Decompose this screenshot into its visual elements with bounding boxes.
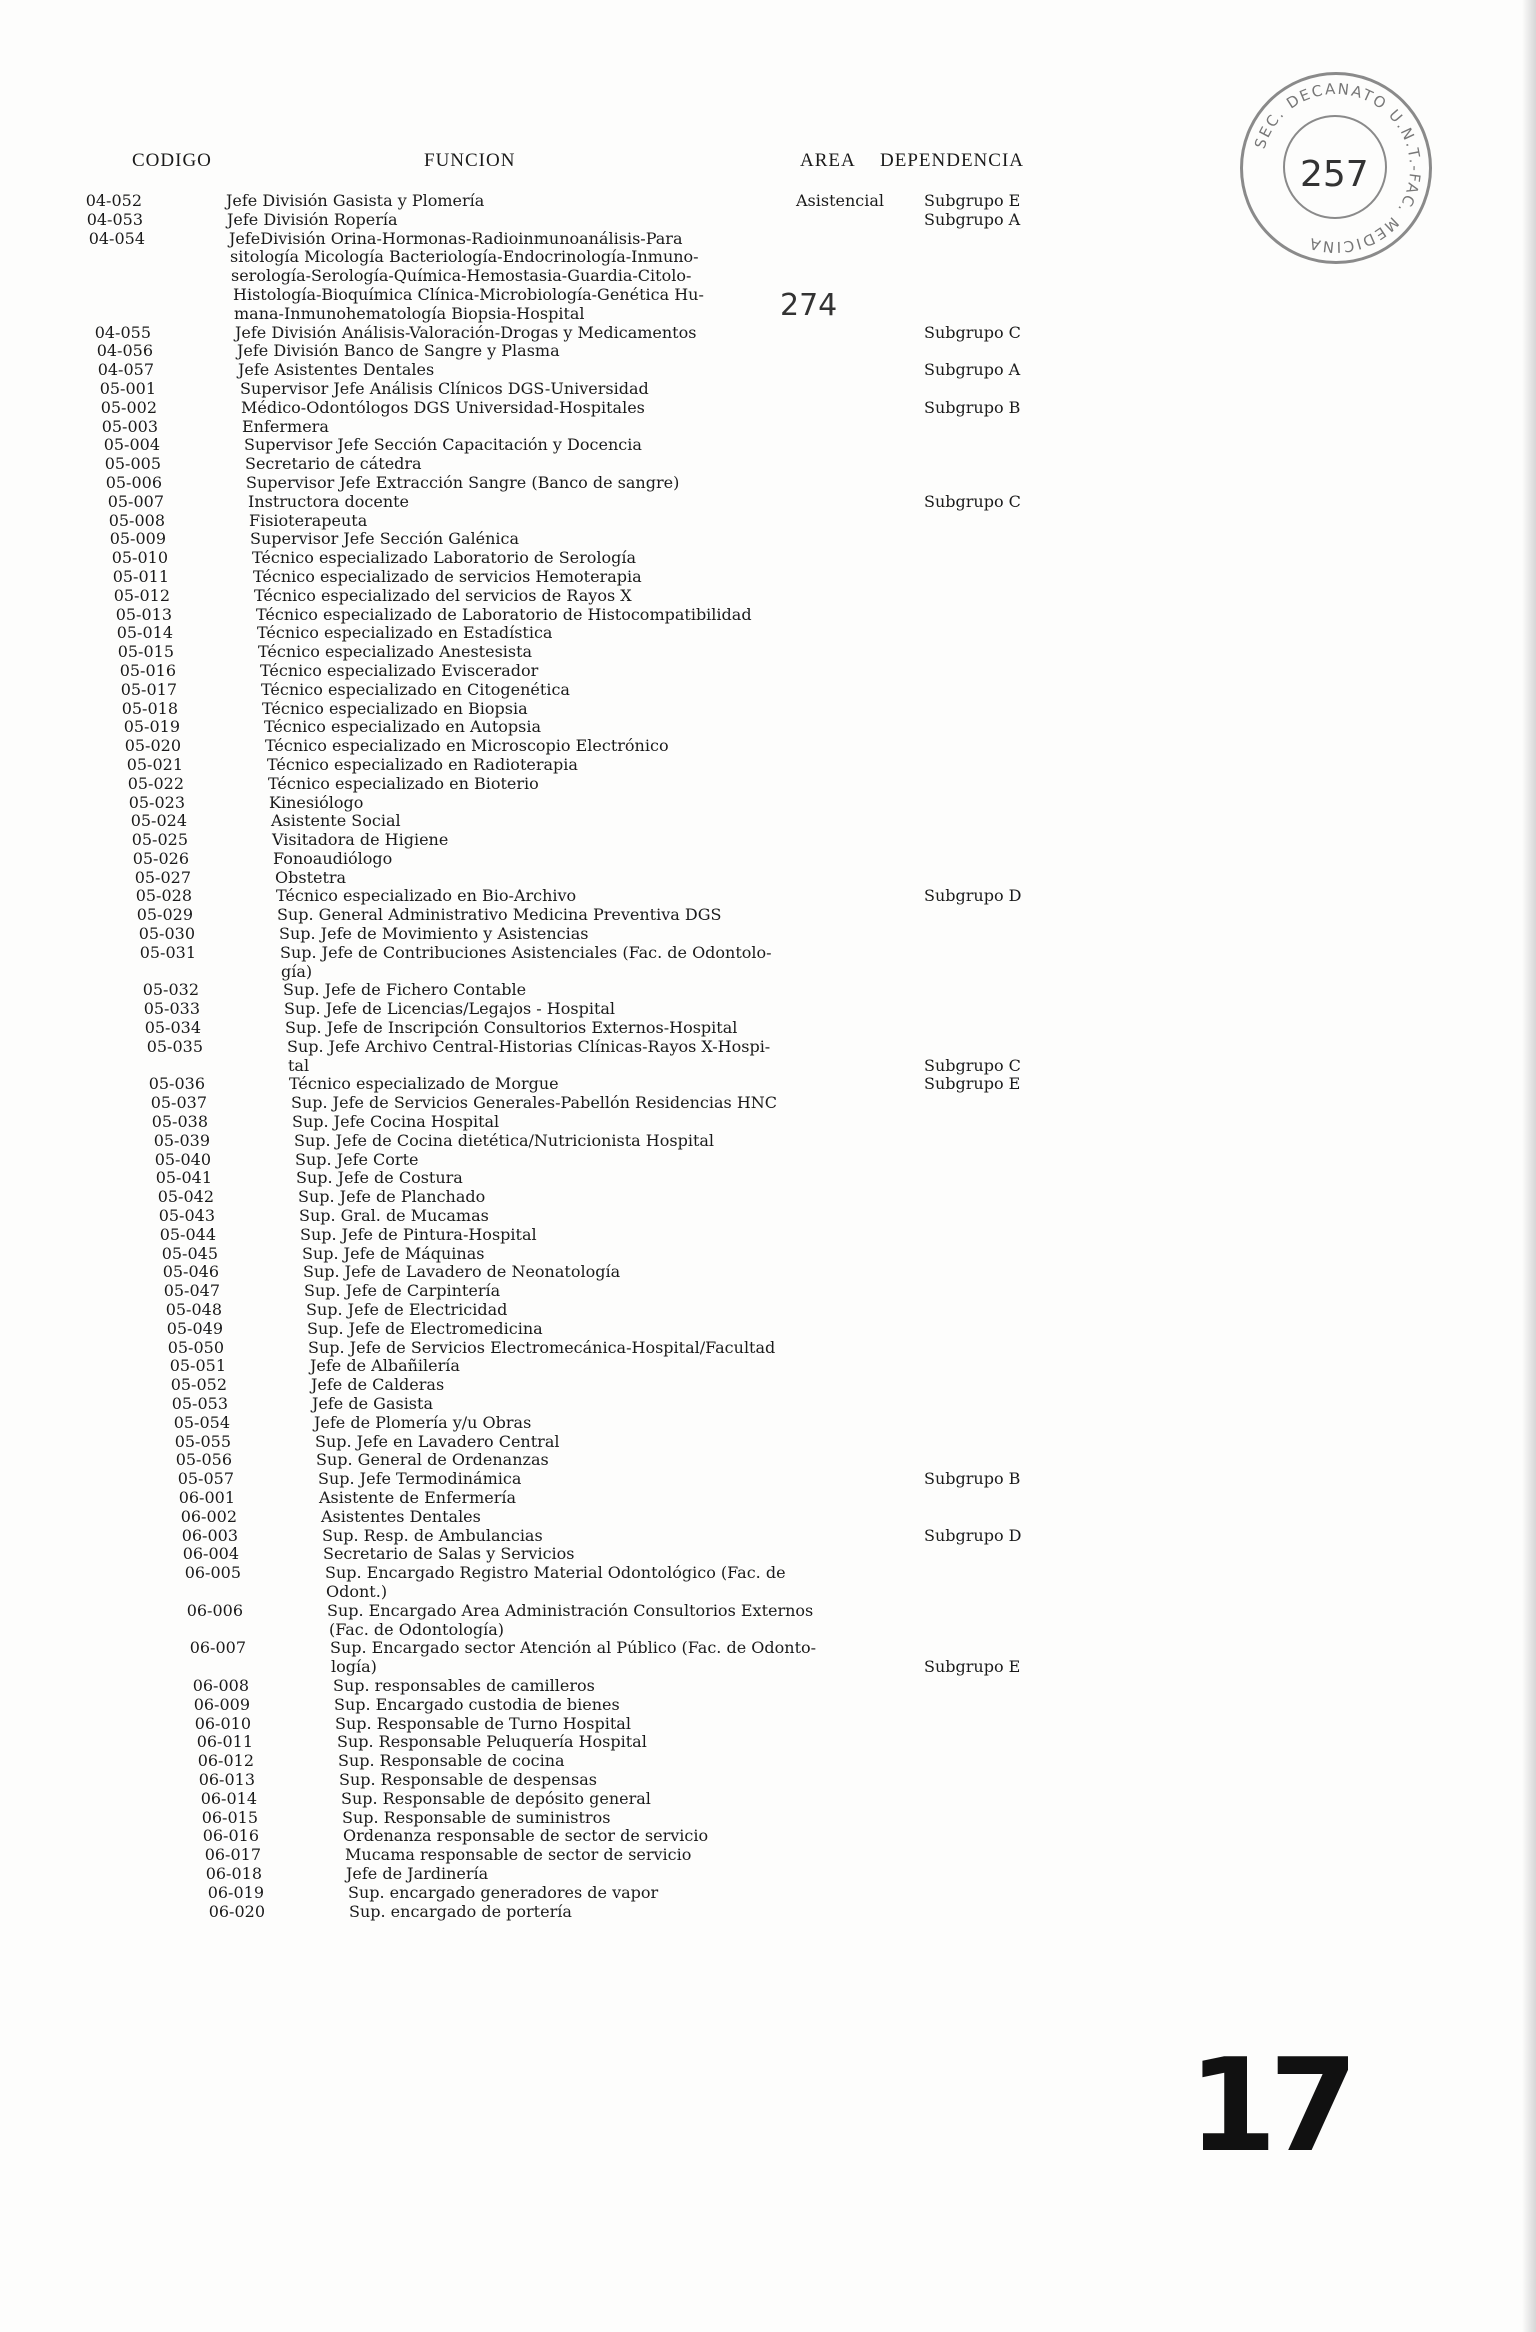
row-code: 05-007 bbox=[107, 491, 164, 511]
row-function: (Fac. de Odontología) bbox=[329, 1619, 504, 1639]
row-function: Técnico especializado de servicios Hemoterapia bbox=[253, 566, 642, 586]
row-function: Jefe de Gasista bbox=[312, 1394, 433, 1413]
row-function: Jefe de Albañilería bbox=[310, 1356, 460, 1376]
row-code: 06-015 bbox=[201, 1807, 258, 1827]
row-function: Sup. Jefe en Lavadero Central bbox=[315, 1431, 560, 1451]
row-function: Sup. General de Ordenanzas bbox=[316, 1450, 549, 1470]
table-row bbox=[0, 493, 1100, 512]
table-row bbox=[0, 624, 1100, 643]
row-function: Sup. Jefe de Movimiento y Asistencias bbox=[279, 924, 589, 944]
row-function: Secretario de Salas y Servicios bbox=[323, 1544, 575, 1564]
table-row bbox=[0, 361, 1100, 380]
row-code: 06-012 bbox=[197, 1751, 254, 1771]
table-row bbox=[0, 1865, 1100, 1884]
row-code: 05-018 bbox=[121, 698, 178, 718]
row-code: 05-051 bbox=[169, 1356, 226, 1376]
row-function: Sup. Responsable de cocina bbox=[338, 1751, 565, 1771]
row-code: 05-055 bbox=[174, 1431, 231, 1451]
row-code: 05-030 bbox=[138, 924, 195, 944]
table-row bbox=[0, 1602, 1100, 1621]
table-row bbox=[0, 1790, 1100, 1809]
table-row bbox=[0, 1433, 1100, 1452]
row-code: 05-037 bbox=[150, 1093, 207, 1113]
row-code: 05-043 bbox=[158, 1206, 215, 1226]
row-function: Sup. Jefe de Costura bbox=[296, 1168, 463, 1188]
table-row bbox=[0, 248, 1100, 267]
table-row bbox=[0, 267, 1100, 286]
table-row bbox=[0, 643, 1100, 662]
table-row bbox=[0, 1132, 1100, 1151]
header-funcion: FUNCION bbox=[424, 150, 516, 171]
row-function: Jefe de Calderas bbox=[311, 1375, 445, 1395]
row-code: 05-031 bbox=[139, 942, 196, 962]
row-code: 05-004 bbox=[103, 435, 160, 455]
function-table bbox=[0, 192, 1100, 1921]
row-code: 05-040 bbox=[154, 1149, 211, 1169]
table-row bbox=[0, 1263, 1100, 1282]
row-function: JefeDivisión Orina-Hormonas-Radioinmunoanálisis-Para bbox=[229, 228, 683, 248]
table-row bbox=[0, 1357, 1100, 1376]
row-function: Técnico especializado Eviscerador bbox=[260, 660, 539, 680]
row-function: Sup. Jefe Corte bbox=[295, 1149, 419, 1169]
row-function: Sup. Jefe de Cocina dietética/Nutricionista Hospital bbox=[294, 1130, 715, 1150]
row-code: 05-021 bbox=[126, 754, 183, 774]
row-function: tal bbox=[288, 1055, 310, 1075]
table-row bbox=[0, 1094, 1100, 1113]
table-row bbox=[0, 606, 1100, 625]
row-function: Sup. Jefe de Electricidad bbox=[306, 1300, 508, 1320]
table-row bbox=[0, 455, 1100, 474]
table-row bbox=[0, 1057, 1100, 1076]
table-row bbox=[0, 775, 1100, 794]
row-function: Asistentes Dentales bbox=[321, 1506, 481, 1526]
table-row bbox=[0, 1677, 1100, 1696]
row-code: 06-001 bbox=[178, 1487, 235, 1507]
row-function: Sup. Jefe Termodinámica bbox=[318, 1469, 522, 1489]
row-dependencia: Subgrupo D bbox=[924, 1525, 1022, 1545]
row-function: Sup. Jefe de Contribuciones Asistenciales (Fac. de Odontolo- bbox=[280, 942, 772, 962]
table-row bbox=[0, 399, 1100, 418]
row-function: Sup. Jefe de Lavadero de Neonatología bbox=[303, 1262, 621, 1282]
table-row bbox=[0, 587, 1100, 606]
row-function: Sup. Jefe Archivo Central-Historias Clínicas-Rayos X-Hospi- bbox=[287, 1036, 771, 1056]
row-code: 05-053 bbox=[171, 1394, 228, 1413]
row-function: Médico-Odontólogos DGS Universidad-Hospitales bbox=[241, 397, 645, 417]
table-row bbox=[0, 1846, 1100, 1865]
table-row bbox=[0, 981, 1100, 1000]
row-function: Jefe de Plomería y/u Obras bbox=[314, 1412, 532, 1432]
row-code: 05-005 bbox=[104, 454, 161, 474]
row-function: Fonoaudiólogo bbox=[273, 848, 393, 868]
row-function: Técnico especializado en Radioterapia bbox=[267, 754, 578, 774]
row-code: 05-044 bbox=[159, 1224, 216, 1244]
table-row bbox=[0, 963, 1100, 982]
table-row bbox=[0, 530, 1100, 549]
table-row bbox=[0, 1809, 1100, 1828]
row-code: 05-033 bbox=[143, 999, 200, 1019]
page-edge-shadow bbox=[1522, 0, 1536, 2332]
row-function: Jefe División Análisis-Valoración-Drogas y Medicamentos bbox=[235, 322, 697, 342]
row-function: logía) bbox=[331, 1657, 377, 1677]
row-function: Jefe División Gasista y Plomería bbox=[226, 191, 485, 210]
table-row bbox=[0, 1245, 1100, 1264]
row-function: Sup. Encargado custodia de bienes bbox=[334, 1694, 620, 1714]
row-code: 06-017 bbox=[204, 1845, 261, 1865]
row-function: Ordenanza responsable de sector de servicio bbox=[343, 1826, 709, 1846]
row-function: Sup. Responsable de despensas bbox=[339, 1769, 597, 1789]
row-code: 05-001 bbox=[99, 378, 156, 398]
row-code: 05-008 bbox=[108, 510, 165, 530]
row-code: 05-048 bbox=[165, 1300, 222, 1320]
row-function: Técnico especializado Anestesista bbox=[258, 642, 533, 662]
table-row bbox=[0, 1527, 1100, 1546]
row-code: 05-029 bbox=[136, 905, 193, 925]
table-row bbox=[0, 1207, 1100, 1226]
row-code: 05-009 bbox=[109, 529, 166, 549]
row-code: 05-025 bbox=[131, 830, 188, 850]
table-row bbox=[0, 1282, 1100, 1301]
row-function: serología-Serología-Química-Hemostasia-Guardia-Citolo- bbox=[231, 266, 692, 286]
row-code: 06-006 bbox=[186, 1600, 243, 1620]
row-function: Sup. Gral. de Mucamas bbox=[299, 1206, 489, 1226]
row-code: 05-013 bbox=[115, 604, 172, 624]
table-row bbox=[0, 1545, 1100, 1564]
row-code: 06-014 bbox=[200, 1788, 257, 1808]
row-function: Sup. Jefe de Pintura-Hospital bbox=[300, 1224, 537, 1244]
row-function: Técnico especializado Laboratorio de Serología bbox=[252, 548, 637, 568]
row-function: Sup. Encargado sector Atención al Público (Fac. de Odonto- bbox=[330, 1638, 817, 1658]
row-code: 05-006 bbox=[105, 472, 162, 492]
table-row bbox=[0, 1226, 1100, 1245]
row-code: 05-010 bbox=[111, 548, 168, 568]
row-function: Técnico especializado en Autopsia bbox=[264, 717, 542, 737]
row-function: Odont.) bbox=[326, 1581, 388, 1601]
row-code: 06-011 bbox=[196, 1732, 253, 1752]
row-area: Asistencial bbox=[796, 191, 885, 210]
row-code: 05-032 bbox=[142, 980, 199, 1000]
row-code: 05-042 bbox=[157, 1187, 214, 1207]
table-row bbox=[0, 1583, 1100, 1602]
row-code: 05-015 bbox=[117, 642, 174, 662]
row-code: 05-054 bbox=[173, 1412, 230, 1432]
table-row bbox=[0, 211, 1100, 230]
row-code: 05-050 bbox=[167, 1337, 224, 1357]
row-function: Secretario de cátedra bbox=[245, 454, 422, 474]
table-row bbox=[0, 1000, 1100, 1019]
row-code: 04-054 bbox=[88, 228, 145, 248]
row-function: Sup. Jefe de Carpintería bbox=[304, 1281, 501, 1301]
row-dependencia: Subgrupo E bbox=[924, 1074, 1021, 1094]
row-code: 05-017 bbox=[120, 679, 177, 699]
table-row bbox=[0, 887, 1100, 906]
row-code: 05-002 bbox=[100, 397, 157, 417]
table-row bbox=[0, 568, 1100, 587]
row-function: Sup. Responsable de suministros bbox=[342, 1807, 611, 1827]
table-row bbox=[0, 1038, 1100, 1057]
table-row bbox=[0, 1639, 1100, 1658]
row-dependencia: Subgrupo B bbox=[924, 1469, 1021, 1489]
header-dependencia: DEPENDENCIA bbox=[880, 150, 1024, 171]
row-function: Sup. responsables de camilleros bbox=[333, 1675, 595, 1695]
row-function: Sup. Encargado Area Administración Consultorios Externos bbox=[327, 1600, 814, 1620]
row-code: 05-019 bbox=[123, 717, 180, 737]
row-code: 06-008 bbox=[192, 1675, 249, 1695]
row-function: Enfermera bbox=[242, 416, 329, 436]
table-row bbox=[0, 418, 1100, 437]
row-function: Sup. Responsable de depósito general bbox=[341, 1788, 651, 1808]
table-row bbox=[0, 718, 1100, 737]
page-number: 17 bbox=[1188, 2032, 1351, 2181]
row-dependencia: Subgrupo E bbox=[924, 191, 1021, 210]
table-row bbox=[0, 1489, 1100, 1508]
row-function: Técnico especializado en Microscopio Electrónico bbox=[265, 736, 669, 756]
row-function: Supervisor Jefe Extracción Sangre (Banco de sangre) bbox=[246, 472, 680, 492]
row-code: 05-035 bbox=[146, 1036, 203, 1056]
table-row bbox=[0, 944, 1100, 963]
row-code: 05-028 bbox=[135, 886, 192, 906]
table-row bbox=[0, 681, 1100, 700]
table-row bbox=[0, 305, 1100, 324]
row-function: Técnico especializado en Bioterio bbox=[268, 773, 539, 793]
row-function: Técnico especializado en Citogenética bbox=[261, 679, 570, 699]
row-function: Sup. Jefe de Inscripción Consultorios Externos-Hospital bbox=[285, 1018, 738, 1038]
table-row bbox=[0, 380, 1100, 399]
row-code: 04-055 bbox=[94, 322, 151, 342]
row-code: 06-004 bbox=[182, 1544, 239, 1564]
table-row bbox=[0, 1752, 1100, 1771]
row-function: Técnico especializado en Bio-Archivo bbox=[276, 886, 577, 906]
row-code: 05-022 bbox=[127, 773, 184, 793]
row-code: 06-010 bbox=[194, 1713, 251, 1733]
row-code: 06-013 bbox=[198, 1769, 255, 1789]
row-code: 05-036 bbox=[148, 1074, 205, 1094]
row-code: 06-005 bbox=[184, 1563, 241, 1583]
row-function: Técnico especializado en Estadística bbox=[257, 623, 553, 643]
row-code: 04-053 bbox=[86, 209, 143, 229]
row-code: 06-020 bbox=[208, 1901, 265, 1921]
row-function: Sup. Jefe de Licencias/Legajos - Hospital bbox=[284, 999, 616, 1019]
svg-text:SEC. DECANATO U.N.T.-FAC. MEDI: SEC. DECANATO U.N.T.-FAC. MEDICINA bbox=[1250, 79, 1425, 257]
row-function: Supervisor Jefe Sección Capacitación y Docencia bbox=[244, 435, 642, 455]
row-code: 05-046 bbox=[162, 1262, 219, 1282]
table-row bbox=[0, 737, 1100, 756]
table-row bbox=[0, 1113, 1100, 1132]
row-function: mana-Inmunohematología Biopsia-Hospital bbox=[234, 303, 585, 323]
row-code: 05-038 bbox=[151, 1112, 208, 1132]
row-function: Mucama responsable de sector de servicio bbox=[345, 1845, 692, 1865]
row-code: 05-057 bbox=[177, 1469, 234, 1489]
row-function: Sup. encargado generadores de vapor bbox=[348, 1882, 659, 1902]
row-function: Jefe Asistentes Dentales bbox=[238, 360, 435, 380]
table-row bbox=[0, 794, 1100, 813]
table-row bbox=[0, 1376, 1100, 1395]
row-function: Sup. Jefe de Máquinas bbox=[302, 1243, 485, 1263]
table-row bbox=[0, 906, 1100, 925]
row-dependencia: Subgrupo A bbox=[924, 209, 1021, 229]
table-row bbox=[0, 1715, 1100, 1734]
table-row bbox=[0, 474, 1100, 493]
row-code: 06-002 bbox=[180, 1506, 237, 1526]
table-row bbox=[0, 1414, 1100, 1433]
table-row bbox=[0, 1564, 1100, 1583]
table-row bbox=[0, 1884, 1100, 1903]
row-function: Sup. Jefe de Fichero Contable bbox=[283, 980, 527, 1000]
row-code: 05-026 bbox=[132, 848, 189, 868]
row-code: 06-019 bbox=[207, 1882, 264, 1902]
row-function: Visitadora de Higiene bbox=[272, 830, 449, 850]
row-dependencia: Subgrupo C bbox=[924, 322, 1021, 342]
table-row bbox=[0, 436, 1100, 455]
table-row bbox=[0, 1696, 1100, 1715]
table-row bbox=[0, 1827, 1100, 1846]
table-row bbox=[0, 1470, 1100, 1489]
row-code: 05-014 bbox=[116, 623, 173, 643]
row-function: Obstetra bbox=[275, 867, 347, 887]
row-dependencia: Subgrupo B bbox=[924, 397, 1021, 417]
table-row bbox=[0, 1395, 1100, 1414]
row-code: 05-052 bbox=[170, 1375, 227, 1395]
row-function: Jefe de Jardinería bbox=[346, 1863, 489, 1883]
table-row bbox=[0, 286, 1100, 305]
row-dependencia: Subgrupo C bbox=[924, 1055, 1021, 1075]
row-function: Sup. Jefe de Servicios Electromecánica-Hospital/Facultad bbox=[308, 1337, 776, 1357]
row-function: Sup. Jefe de Planchado bbox=[298, 1187, 486, 1207]
table-row bbox=[0, 831, 1100, 850]
row-code: 05-016 bbox=[119, 660, 176, 680]
row-code: 05-020 bbox=[124, 736, 181, 756]
row-function: Sup. Encargado Registro Material Odontológico (Fac. de bbox=[325, 1563, 786, 1583]
row-function: Histología-Bioquímica Clínica-Microbiología-Genética Hu- bbox=[233, 284, 704, 304]
table-row bbox=[0, 1188, 1100, 1207]
row-code: 05-045 bbox=[161, 1243, 218, 1263]
table-row bbox=[0, 756, 1100, 775]
row-function: Kinesiólogo bbox=[269, 792, 364, 812]
table-row bbox=[0, 230, 1100, 249]
row-code: 04-057 bbox=[97, 360, 154, 380]
table-row bbox=[0, 662, 1100, 681]
row-function: Sup. encargado de portería bbox=[349, 1901, 572, 1921]
table-row bbox=[0, 925, 1100, 944]
table-row bbox=[0, 1339, 1100, 1358]
header-codigo: CODIGO bbox=[132, 150, 212, 171]
row-function: Sup. Responsable de Turno Hospital bbox=[335, 1713, 631, 1733]
row-function: Supervisor Jefe Sección Galénica bbox=[250, 529, 520, 549]
table-row bbox=[0, 324, 1100, 343]
row-function: Técnico especializado en Biopsia bbox=[262, 698, 528, 718]
table-row bbox=[0, 1169, 1100, 1188]
stamp-number: 257 bbox=[1300, 154, 1369, 195]
row-dependencia: Subgrupo C bbox=[924, 491, 1021, 511]
table-row bbox=[0, 1075, 1100, 1094]
row-code: 05-011 bbox=[112, 566, 169, 586]
row-function: Sup. Jefe de Electromedicina bbox=[307, 1318, 543, 1338]
table-row bbox=[0, 192, 1100, 211]
table-row bbox=[0, 1508, 1100, 1527]
table-row bbox=[0, 700, 1100, 719]
row-function: Jefe División Banco de Sangre y Plasma bbox=[237, 341, 560, 361]
row-function: Instructora docente bbox=[248, 491, 410, 511]
row-code: 05-027 bbox=[134, 867, 191, 887]
row-code: 05-023 bbox=[128, 792, 185, 812]
table-row bbox=[0, 1658, 1100, 1677]
table-row bbox=[0, 812, 1100, 831]
row-function: Técnico especializado del servicios de Rayos X bbox=[254, 585, 632, 605]
row-code: 05-039 bbox=[153, 1130, 210, 1150]
row-code: 05-034 bbox=[144, 1018, 201, 1038]
row-function: Supervisor Jefe Análisis Clínicos DGS-Universidad bbox=[240, 378, 649, 398]
row-code: 04-056 bbox=[96, 341, 153, 361]
table-row bbox=[0, 1451, 1100, 1470]
table-row bbox=[0, 1621, 1100, 1640]
header-area: AREA bbox=[800, 150, 856, 171]
row-function: Sup. Responsable Peluquería Hospital bbox=[337, 1732, 647, 1752]
table-row bbox=[0, 512, 1100, 531]
row-function: Técnico especializado de Morgue bbox=[289, 1074, 559, 1094]
row-code: 05-056 bbox=[175, 1450, 232, 1470]
row-code: 05-003 bbox=[101, 416, 158, 436]
row-code: 06-009 bbox=[193, 1694, 250, 1714]
table-row bbox=[0, 549, 1100, 568]
table-row bbox=[0, 1301, 1100, 1320]
row-code: 06-018 bbox=[205, 1863, 262, 1883]
row-function: Fisioterapeuta bbox=[249, 510, 368, 530]
table-row bbox=[0, 850, 1100, 869]
row-function: Jefe División Ropería bbox=[227, 209, 398, 229]
row-function: Sup. Jefe Cocina Hospital bbox=[292, 1112, 500, 1132]
row-code: 06-016 bbox=[202, 1826, 259, 1846]
row-dependencia: Subgrupo D bbox=[924, 886, 1022, 906]
row-dependencia: Subgrupo A bbox=[924, 360, 1021, 380]
row-code: 06-003 bbox=[181, 1525, 238, 1545]
table-row bbox=[0, 1733, 1100, 1752]
row-code: 05-049 bbox=[166, 1318, 223, 1338]
table-row bbox=[0, 1151, 1100, 1170]
row-code: 04-052 bbox=[85, 191, 142, 210]
row-function: Técnico especializado de Laboratorio de Histocompatibilidad bbox=[256, 604, 752, 624]
row-function: Sup. Resp. de Ambulancias bbox=[322, 1525, 543, 1545]
table-row bbox=[0, 1771, 1100, 1790]
row-function: Asistente de Enfermería bbox=[319, 1487, 517, 1507]
row-code: 06-007 bbox=[189, 1638, 246, 1658]
row-function: gía) bbox=[281, 961, 313, 981]
row-code: 05-041 bbox=[155, 1168, 212, 1188]
table-row bbox=[0, 342, 1100, 361]
handwritten-number: 274 bbox=[780, 288, 838, 323]
row-dependencia: Subgrupo E bbox=[924, 1657, 1021, 1677]
row-code: 05-047 bbox=[163, 1281, 220, 1301]
row-function: Asistente Social bbox=[271, 811, 401, 831]
row-function: Sup. Jefe de Servicios Generales-Pabellón Residencias HNC bbox=[291, 1093, 778, 1113]
table-row bbox=[0, 1320, 1100, 1339]
table-row bbox=[0, 1903, 1100, 1922]
row-code: 05-024 bbox=[130, 811, 187, 831]
table-row bbox=[0, 1019, 1100, 1038]
row-code: 05-012 bbox=[113, 585, 170, 605]
table-row bbox=[0, 869, 1100, 888]
row-function: Sup. General Administrativo Medicina Preventiva DGS bbox=[277, 905, 722, 925]
row-function: sitología Micología Bacteriología-Endocrinología-Inmuno- bbox=[230, 247, 699, 267]
